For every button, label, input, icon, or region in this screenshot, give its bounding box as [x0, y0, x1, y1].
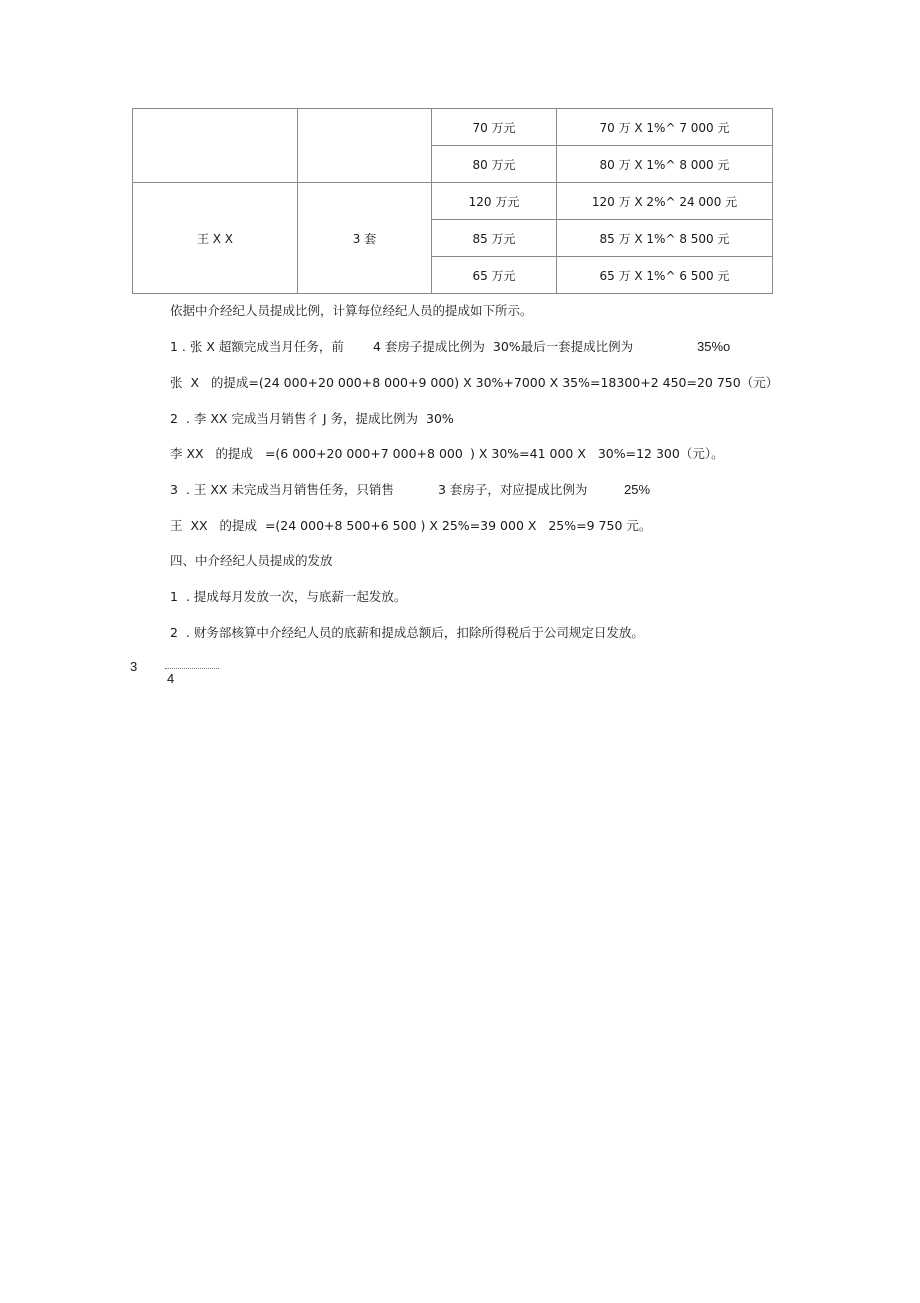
section4-item2: 2 . 财务部核算中介经纪人员的底薪和提成总额后，扣除所得税后于公司规定日发放。 — [170, 625, 644, 640]
item2-calculation-b: ) X 30%=41 000 X 30%=12 300（元）。 — [470, 446, 724, 461]
section4-heading: 四、中介经纪人员提成的发放 — [170, 553, 333, 568]
item1-text-b: 4 套房子提成比例为 30%最后一套提成比例为 — [373, 339, 634, 354]
item3-calculation: 王 XX 的提成 =(24 000+8 500+6 500 ) X 25%=39 000 X 25%=9 750 元。 — [170, 518, 652, 533]
agent-cell — [133, 109, 298, 183]
footer-divider — [165, 668, 219, 669]
section4-item1: 1 . 提成每月发放一次，与底薪一起发放。 — [170, 589, 407, 604]
item2-text: 2 . 李 XX 完成当月销售彳 J 务，提成比例为 30% — [170, 411, 454, 426]
item2-calculation-a: 李 XX 的提成 =(6 000+20 000+7 000+8 000 — [170, 446, 463, 461]
price-cell: 85 万元 — [432, 220, 557, 257]
price-cell: 65 万元 — [432, 257, 557, 294]
page-number: 4 — [167, 671, 175, 686]
footer-mark: 3 — [130, 659, 138, 674]
item1-text-c: 35%o — [697, 339, 731, 354]
intro-paragraph: 依据中介经纪人员提成比例，计算每位经纪人员的提成如下所示。 — [170, 303, 533, 318]
units-cell: 3 套 — [298, 183, 432, 294]
commission-table — [132, 108, 773, 294]
item1-text-a: 1 . 张 X 超额完成当月任务，前 — [170, 339, 344, 354]
commission-cell: 80 万 X 1%^ 8 000 元 — [557, 146, 773, 183]
commission-cell: 120 万 X 2%^ 24 000 元 — [557, 183, 773, 220]
commission-cell: 65 万 X 1%^ 6 500 元 — [557, 257, 773, 294]
item3-text-a: 3 . 王 XX 未完成当月销售任务，只销售 — [170, 482, 394, 497]
table-row — [133, 183, 773, 220]
commission-cell: 85 万 X 1%^ 8 500 元 — [557, 220, 773, 257]
item3-text-b: 3 套房子，对应提成比例为 — [438, 482, 588, 497]
agent-cell: 王 X X — [133, 183, 298, 294]
table-row — [133, 109, 773, 146]
price-cell: 120 万元 — [432, 183, 557, 220]
item1-calculation: 张 X 的提成=(24 000+20 000+8 000+9 000) X 30%+7000 X 35%=18300+2 450=20 750（元） — [170, 375, 779, 390]
commission-cell: 70 万 X 1%^ 7 000 元 — [557, 109, 773, 146]
item3-text-c: 25% — [624, 482, 651, 497]
price-cell: 80 万元 — [432, 146, 557, 183]
units-cell — [298, 109, 432, 183]
price-cell: 70 万元 — [432, 109, 557, 146]
